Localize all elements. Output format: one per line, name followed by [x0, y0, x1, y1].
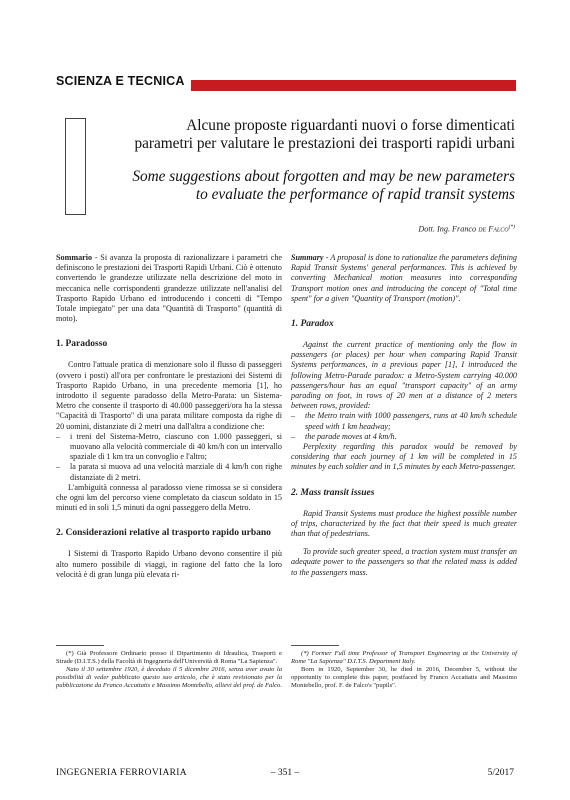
author-footnote-mark: (*) [508, 224, 515, 230]
page-number: – 351 – [270, 768, 300, 778]
footnote-rule [291, 645, 339, 646]
paradosso-paragraph-1: Contro l'attuale pratica di menzionare solo il flusso di passeggeri (ovvero i posti) all'ora per confrontare le prestazioni dei Sistemi di Trasporto Rapido Urbano, in una precedente memoria [1], ho introdotto il seguente paradosso della Metro-Parata: un Sistema-Metro che consente il trasporto di 40.000 passeggeri/ora ha la stessa "Capacità di Trasporto" di una parata militare composta da righe di 20 uomini, distanziate di 2 metri una dall'altra a condizione che: [56, 360, 282, 431]
footnote-rule [56, 645, 104, 646]
list-item: – la parata si muova ad una velocità marziale di 4 km/h con righe distanziate di 2 metri. [56, 462, 282, 482]
title-english [75, 168, 515, 204]
italian-column [56, 253, 282, 580]
section-bar [191, 80, 516, 91]
sommario-text: - Si avanza la proposta di razionalizzare i parametri che definiscono le prestazioni dei Trasporti Rapidi Urbani. Ciò è ottenuto convertendo le grandezze utilizzate nella descrizione del moto in meccanica nelle corrispondenti grandezze utilizzate nell'analisi del Trasporto Rapido Urbano ed introducendo i concetti di "Tempo Totale impiegato" per una data "Quantità di Trasporto" (quantità di moto). [56, 253, 282, 324]
list-item: – the Metro train with 1000 passengers, runs at 40 km/h schedule speed with 1 km headway; [291, 411, 517, 431]
footnote-english-2: Born in 1920, September 30, he died in 2016, December 5, without the opportunity to complete this paper, postfaced by Franco Accattatis and Massimo Montebello, prof. F. de Falco's "pupils". [291, 666, 517, 690]
footnote-italian [56, 650, 282, 690]
title-italian-line-1: Alcune proposte riguardanti nuovi o forse dimenticati [186, 117, 515, 134]
summary-text: - A proposal is done to rationalize the parameters defining Rapid Transit Systems' general performances. This is achieved by converting Mechanical motion measures into corresponding Transport motion ones and introducing the concept of "Total time spent" for a given "Quantity of Transport (motion)". [291, 253, 517, 303]
summary-label: Summary [291, 253, 324, 262]
summary-paragraph [291, 253, 517, 304]
heading-paradosso: 1. Paradosso [56, 339, 108, 350]
paradox-paragraph-2: Perplexity regarding this paradox would be removed by considering that each journey of 1 km will be completed in 15 minutes by each soldier and in 1,5 minutes by each Metro-passenger. [291, 442, 517, 472]
author-surname: de Falco [478, 224, 509, 234]
paradosso-paragraph-2: L'ambiguità connessa al paradosso viene rimossa se si considera che ogni km del percorso viene completato da ciascun soldato in 15 minuti ed in soli 1,5 minuti da ogni passeggero della Metro. [56, 482, 282, 513]
list-item: – i treni del Sistema-Metro, ciascuno con 1.000 passeggeri, si muovano alla velocità commerciale di 40 km/h con un intervallo spaziale di 1 km tra un convoglio e l'altro; [56, 432, 282, 463]
sommario-paragraph [56, 253, 282, 324]
footnote-italian-2: Nato il 30 settembre 1920, è deceduto il 5 dicembre 2016, senza aver avuto la possibilità di veder pubblicato questo suo articolo, che è stato revisionato per la pubblicazione da Franco Accattatis e Massimo Montebello, allievi del prof. de Falco. [56, 666, 282, 690]
considerazioni-paragraph: I Sistemi di Trasporto Rapido Urbano devono consentire il più alto numero possibile di viaggi, in ragione del fatto che la loro velocità è di gran lunga più elevata ri- [56, 549, 282, 579]
mass-transit-paragraph-2: To provide such greater speed, a traction system must transfer an adequate power to the passengers so that the related mass is added to the passengers mass. [291, 547, 517, 577]
english-column [291, 253, 517, 578]
footnote-italian-1: (*) Già Professore Ordinario presso il Dipartimento di Idraulica, Trasporti e Strade (D.I.T.S.) della Facoltà di Ingegneria dell'Università di Roma "La Sapienza". [56, 650, 282, 666]
heading-considerazioni: 2. Considerazioni relative al trasporto rapido urbano [56, 528, 271, 539]
issue-number: 5/2017 [487, 768, 514, 778]
title-english-line-2: to evaluate the performance of rapid transit systems [195, 186, 515, 203]
title-english-line-1: Some suggestions about forgotten and may be new parameters [132, 168, 515, 185]
list-item: – the parade moves at 4 km/h. [291, 432, 517, 442]
title-italian [115, 117, 515, 153]
sommario-label: Sommario [56, 253, 93, 262]
title-italian-line-2: parametri per valutare le prestazioni dei trasporti rapidi urbani [134, 135, 515, 152]
journal-name: INGEGNERIA FERROVIARIA [56, 768, 187, 778]
mass-transit-paragraph-1: Rapid Transit Systems must produce the highest possible number of trips, characterized by the fact that their speed is much greater than that of pedestrians. [291, 508, 517, 539]
paradox-list [291, 411, 517, 442]
footnote-english [291, 650, 517, 690]
paradox-paragraph-1: Against the current practice of mentioning only the flow in passengers (or places) per hour when comparing Rapid Transit Systems performances, in a previous paper [1], I introduced the following Metro-Parade paradox: a Metro-System carrying 40.000 passengers/hour has an equal "transport capacity" of an army parading on foot, in rows of 20 men at a distance of 2 meters between rows, provided: [291, 340, 517, 411]
section-label: SCIENZA E TECNICA [56, 74, 185, 88]
heading-paradox: 1. Paradox [291, 319, 334, 330]
author-line [418, 224, 515, 234]
paradosso-list [56, 432, 282, 483]
heading-mass-transit: 2. Mass transit issues [291, 487, 375, 498]
footnote-english-1: (*) Former Full time Professor of Transport Engineering at the University of Rome "La Sapienza" D.I.T.S. Department Italy. [291, 650, 517, 666]
author-prefix: Dott. Ing. Franco [418, 224, 479, 234]
